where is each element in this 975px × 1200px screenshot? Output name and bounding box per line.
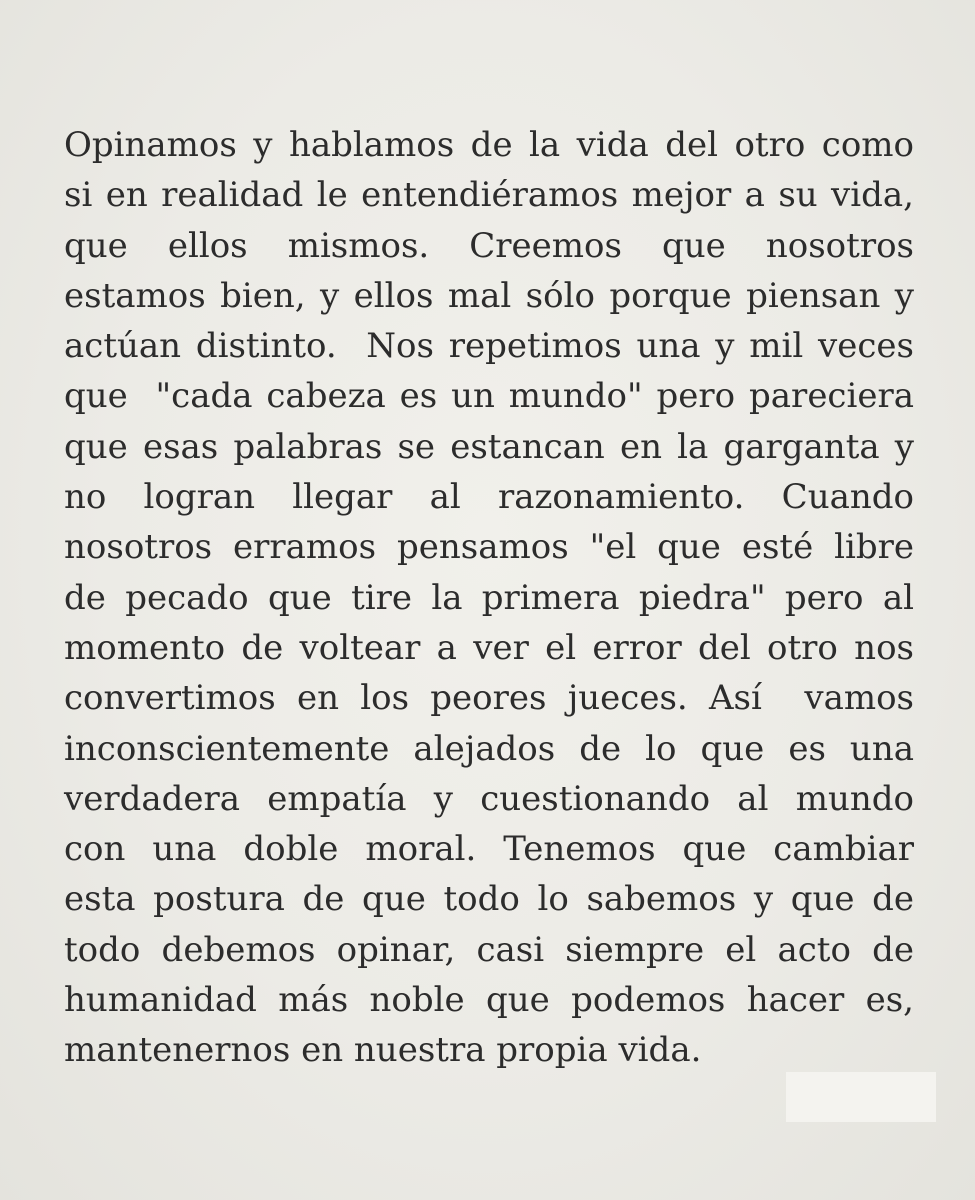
paragraph-line: convertimos en los peores jueces. Así vamos	[64, 678, 914, 719]
paragraph-line: de pecado que tire la primera piedra" pero al	[64, 577, 914, 618]
paragraph-line: estamos bien, y ellos mal sólo porque piensan y	[64, 275, 914, 316]
paragraph-line: que "cada cabeza es un mundo" pero pareciera	[64, 376, 914, 417]
paragraph-line: con una doble moral. Tenemos que cambiar	[64, 829, 914, 870]
paragraph-line: humanidad más noble que podemos hacer es,	[64, 980, 914, 1021]
paragraph-line: si en realidad le entendiéramos mejor a su vida,	[64, 175, 914, 216]
erased-corner-patch	[786, 1072, 936, 1122]
paragraph-line: que esas palabras se estancan en la garganta y	[64, 426, 914, 467]
paragraph-line: momento de voltear a ver el error del otro nos	[64, 627, 914, 668]
paragraph-line: verdadera empatía y cuestionando al mundo	[64, 778, 914, 819]
paragraph-line: que ellos mismos. Creemos que nosotros	[64, 225, 914, 266]
paragraph-line: no logran llegar al razonamiento. Cuando	[64, 477, 914, 518]
paragraph-line: nosotros erramos pensamos "el que esté libre	[64, 527, 914, 568]
paragraph-line: todo debemos opinar, casi siempre el acto de	[64, 929, 914, 970]
paragraph-line: actúan distinto. Nos repetimos una y mil veces	[64, 326, 914, 367]
quote-paragraph	[64, 120, 914, 1076]
paragraph-line: esta postura de que todo lo sabemos y que de	[64, 879, 914, 920]
paragraph-line-last: mantenernos en nuestra propia vida.	[64, 1030, 702, 1071]
paragraph-line: inconscientemente alejados de lo que es una	[64, 728, 914, 769]
paragraph-line: Opinamos y hablamos de la vida del otro como	[64, 125, 914, 165]
